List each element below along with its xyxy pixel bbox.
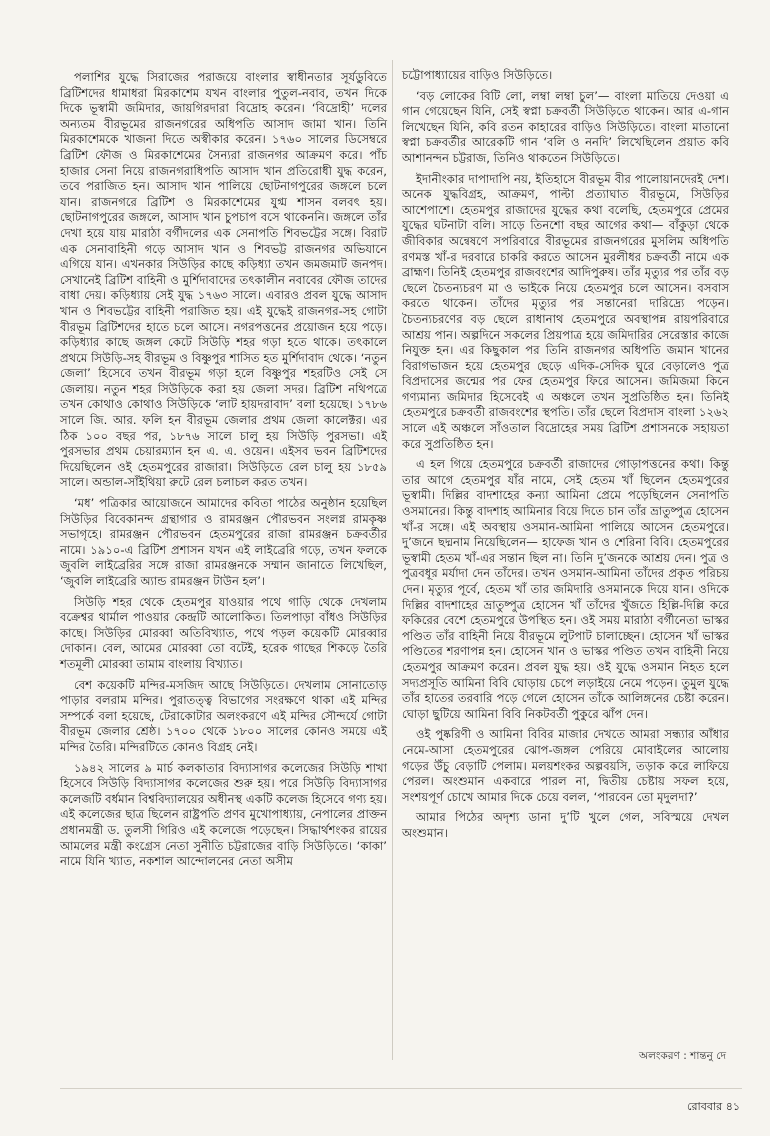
paragraph: ‘মধ’ পত্রিকার আয়োজনে আমাদের কবিতা পাঠের অনুষ্ঠান হয়েছিল সিউড়ির বিবেকানন্দ গ্রন্থাগার ও রামরঞ্জন পৌরভবন সংলগ্ন রামকৃষ্ণ সভাগৃহে। রামরঞ্জন পৌরভবন হেতমপুরের রাজা রামরঞ্জন চক্রবর্তীর নামে। ১৯১০-এ ব্রিটিশ প্রশাসন যখন এই লাইব্রেরি গড়ে, তখন ফলকে জুবলি লাইব্রেরির সঙ্গে রাজা রামরঞ্জনকে সম্মান জানাতে লিখেছিল, ‘জুবলি লাইব্রেরি অ্যান্ড রামরঞ্জন টাউন হল’।: [60, 496, 387, 588]
paragraph: ওই পুষ্করিণী ও আমিনা বিবির মাজার দেখতে আমরা সন্ধ্যার আঁধার নেমে-আসা হেতমপুরের ঝোপ-জঙ্গল পেরিয়ে মোবাইলের আলোয় গড়ের উঁচু বেড়াটি পেলাম। মলয়শংকর অল্পবয়সি, তড়াক করে লাফিয়ে পেরল। অংশুমান একবারে পারল না, দ্বিতীয় চেষ্টায় সফল হয়ে, সংশয়পূর্ণ চোখে আমার দিকে চেয়ে বলল, ‘পারবেন তো মৃদুলদা?’: [402, 727, 729, 804]
paragraph: পলাশির যুদ্ধে সিরাজের পরাজয়ে বাংলার স্বাধীনতার সূর্যডুবিতে ব্রিটিশদের ধামাধরা মিরকাশেম যখন বাংলার পুতুল-নবাব, তখন দিকে দিকে ভূস্বামী জমিদার, জায়গিরদারা বিদ্রোহ করেন। ‘বিদ্রোহী’ দলের অন্যতম বীরভূমের রাজনগরের অধিপতি আসাদ জামা খান। তিনি মিরকাশেমকে খাজনা দিতে অস্বীকার করেন। ১৭৬০ সালের ডিসেম্বরে ব্রিটিশ ফৌজ ও মিরকাশেমের সৈন্যরা রাজনগর আক্রমণ করে। পাঁচ হাজার সেনা নিয়ে রাজনগরাধিপতি আসাদ খান প্রতিরোধী যুদ্ধ করেন, তবে পরাজিত হন। আসাদ খান পালিয়ে ছোটনাগপুরের জঙ্গলে চলে যান। রাজনগরে ব্রিটিশ ও মিরকাশেমের যুগ্ম শাসন বলবৎ হয়। ছোটনাগপুরের জঙ্গলে, আসাদ খান চুপচাপ বসে থাকেননি। জঙ্গলে তাঁর দেখা হয়ে যায় মারাঠা বর্গীদলের এক সেনাপতি শিবভট্টের সঙ্গে। বিরাট এক সেনাবাহিনী গড়ে আসাদ খান ও শিবভট্ট রাজনগর অভিযানে এগিয়ে যান। এখনকার সিউড়ির কাছে কড়িধ্যা তখন জমজমাট জনপদ। সেখানেই ব্রিটিশ বাহিনী ও মুর্শিদাবাদের তৎকালীন নবাবের ফৌজ তাদের বাধা দেয়। কড়িধ্যায় সেই যুদ্ধ ১৭৬৩ সালে। এবারও প্রবল যুদ্ধে আসাদ খান ও শিবভট্টের বাহিনী পরাজিত হয়। এই যুদ্ধেই রাজনগর-সহ গোটা বীরভূম ব্রিটিশদের হাতে চলে আসে। নগরপত্তনের প্রয়োজন হয়ে পড়ে। কড়িধ্যার কাছে জঙ্গল কেটে সিউড়ি শহর গড়া হতে থাকে। তৎকালে প্রথমে সিউড়ি-সহ বীরভূম ও বিষ্ণুপুর শাসিত হত মুর্শিদাবাদ থেকে। ‘নতুন জেলা’ হিসেবে তখন বীরভূম গড়া হলে বিষ্ণুপুর শহরটিও সেই সে জেলায়। নতুন শহর সিউড়িকে করা হয় জেলা সদর। ব্রিটিশ নথিপত্রে তখন কোথাও কোথাও সিউড়িকে ‘লাট হায়দরাবাদ’ বলা হয়েছে। ১৭৮৬ সালে জি. আর. ফলি হন বীরভূম জেলার প্রথম জেলা কালেক্টর। এর ঠিক ১০০ বছর পর, ১৮৭৬ সালে চালু হয় সিউড়ি পুরসভা। এই পুরসভার প্রথম চেয়ারম্যান হন এ. এ. ওয়েন। এইসব ভবন ব্রিটিশদের দিয়েছিলেন ওই হেতমপুরের রাজারা। সিউড়িতে রেল চালু হয় ১৮৫৯ সালে। অন্ডাল-সাঁইথিয়া রুটে রেল চলাচল করত তখন।: [60, 70, 387, 490]
paragraph: চট্টোপাধ্যায়ের বাড়িও সিউড়িতে।: [402, 68, 553, 82]
paragraph: ‘বড় লোকের বিটি লো, লম্বা লম্বা চুল’— বাংলা মাতিয়ে দেওয়া এ গান গেয়েছেন যিনি, সেই স্বপ্না চক্রবর্তী সিউড়িতে থাকেন। আর এ-গান লিখেছেন যিনি, কবি রতন কাহারের বাড়িও সিউড়িতে। বাংলা মাতানো স্বপ্না চক্রবর্তীর আরেকটি গান ‘বলি ও ননদি’ লিখেছিলেন প্রয়াত কবি আশানন্দন চট্টরাজ, তিনিও থাকতেন সিউড়িতে।: [402, 88, 730, 165]
column-divider: [392, 60, 393, 1060]
article-left-column: [60, 70, 387, 875]
footer-divider: [60, 1088, 742, 1089]
paragraph: এ হল গিয়ে হেতমপুরে চক্রবর্তী রাজাদের গোড়াপত্তনের কথা। কিন্তু তার আগে হেতমপুর যাঁর নামে, সেই হেতম খাঁ ছিলেন হেতমপুরের ভূস্বামী। দিল্লির বাদশাহের কন্যা আমিনা প্রেমে পড়েছিলেন সেনাপতি ওসমানের। কিন্তু বাদশাহ আমিনার বিয়ে দিতে চান তাঁর ভ্রাতুষ্পুত্র হোসেন খাঁ-র সঙ্গে। এই অবস্থায় ওসমান-আমিনা পালিয়ে আসেন হেতমপুরে। দু’জনে ছদ্মনাম নিয়েছিলেন— হাফেজ খান ও শেরিনা বিবি। হেতমপুরের ভূস্বামী হেতম খাঁ-এর সন্তান ছিল না। তিনি দু’জনকে আশ্রয় দেন। পুত্র ও পুত্রবধূর মর্যাদা দেন তাঁদের। তখন ওসমান-আমিনা তাঁদের প্রকৃত পরিচয় দেন। মৃত্যুর পূর্বে, হেতম খাঁ তার জমিদারি ওসমানকে দিয়ে যান। ওদিকে দিল্লির বাদশাহের ভ্রাতুষ্পুত্র হোসেন খাঁ তাঁদের খুঁজতে হিল্লি-দিল্লি করে ফকিরের বেশে হেতমপুরে উপস্থিত হন। ওই সময় মারাঠা বর্গীনেতা ভাস্কর পণ্ডিত তাঁর বাহিনী নিয়ে বীরভূমে লুটপাট চালাচ্ছেন। হোসেন খাঁ ভাস্কর পণ্ডিতের শরণাপন্ন হন। হোসেন খান ও ভাস্কর পণ্ডিত তখন বাহিনী নিয়ে হেতমপুর আক্রমণ করেন। প্রবল যুদ্ধ হয়। ওই যুদ্ধে ওসমান নিহত হলে সদ্যপ্রসূতি আমিনা বিবি ঘোড়ায় চেপে লড়াইয়ে নেমে পড়েন। তুমুল যুদ্ধে তাঁর হাতের তরবারি পড়ে গেলে হোসেন তাঁকে আলিঙ্গনের চেষ্টা করেন। ঘোড়া ছুটিয়ে আমিনা বিবি নিকটবর্তী পুকুরে ঝাঁপ দেন।: [402, 457, 729, 721]
article-right-column: [402, 68, 729, 847]
illustration-credit: অলংকরণ : শান্তনু দে: [639, 1050, 726, 1062]
paragraph: ইদানীংকার দাপাদাপি নয়, ইতিহাসে বীরভূম বীর পালোয়ানদেরই দেশ। অনেক যুদ্ধবিগ্রহ, আক্রমণ, পাল্টা প্রত্যাঘাত বীরভূমে, সিউড়ির আশেপাশে। হেতমপুর রাজাদের যুদ্ধের কথা বলেছি, হেতমপুরে প্রেমের যুদ্ধের ঘটনাটা বলি। সাড়ে তিনশো বছর আগের কথা— বাঁকুড়া থেকে জীবিকার অন্বেষণে সপরিবারে বীরভূমের রাজনগরের মুসলিম অধিপতি রণমস্ত খাঁ-র দরবারে চাকরি করতে আসেন মুরলীধর চক্রবর্তী নামে এক ব্রাহ্মণ। তিনিই হেতমপুর রাজবংশের আদিপুরুষ। তাঁর মৃত্যুর পর তাঁর বড় ছেলে চৈতন্যচরণ মা ও ভাইকে নিয়ে হেতমপুর চলে আসেন। বসবাস করতে থাকেন। তাঁদের মৃত্যুর পর সন্তানেরা দারিদ্র্যে পড়েন। চৈতন্যচরণের বড় ছেলে রাধানাথ হেতমপুরে অবস্থাপন্ন রায়পরিবারে আশ্রয় পান। অল্পদিনে সকলের প্রিয়পাত্র হয়ে জমিদারির সেরেস্তার কাজে নিযুক্ত হন। এর কিছুকাল পর তিনি রাজনগর অধিপতি জমান খানের বিরাগভাজন হয়ে হেতমপুর ছেড়ে এদিক-সেদিক ঘুরে বেড়ালেও পুত্র বিপ্রদাসের জন্মের পর ফের হেতমপুর ফিরে আসেন। জমিজমা কিনে গণ্যমান্য জমিদার হিসেবেই এ অঞ্চলে তখন সুপ্রতিষ্ঠিত হন। তিনিই হেতমপুরে চক্রবর্তী রাজবংশের স্থপতি। তাঁর ছেলে বিপ্রদাস বাংলা ১২৬২ সালে এই অঞ্চলে সাঁওতাল বিদ্রোহের সময় ব্রিটিশ প্রশাসনকে সহায়তা করে সুপ্রতিষ্ঠিত হন।: [402, 171, 729, 451]
paragraph: আমার পিঠের অদৃশ্য ডানা দু’টি খুলে গেল, সবিস্ময়ে দেখল অংশুমান।: [402, 810, 729, 840]
paragraph: সিউড়ি শহর থেকে হেতমপুর যাওয়ার পথে গাড়ি থেকে দেখলাম বক্রেশ্বর থার্মাল পাওয়ার কেন্দ্রটি আলোকিত। তিলপাড়া বাঁধও সিউড়ির কাছে। সিউড়ির মোরব্বা অতিবিখ্যাত, পথে পড়ল কয়েকটি মোরব্বার দোকান। বেল, আমের মোরব্বা তো বটেই, হরেক গাছের শিকড়ে তৈরি শতমূলী মোরব্বা তামাম বাংলায় বিখ্যাত।: [60, 594, 387, 671]
page-footer: রোববার ৪১: [687, 1100, 740, 1113]
paragraph: ১৯৪২ সালের ৯ মার্চ কলকাতার বিদ্যাসাগর কলেজের সিউড়ি শাখা হিসেবে সিউড়ি বিদ্যাসাগর কলেজের শুরু হয়। পরে সিউড়ি বিদ্যাসাগর কলেজটি বর্ধমান বিশ্ববিদ্যালয়ের অধীনস্থ একটি কলেজ হিসেবে গণ্য হয়। এই কলেজের ছাত্র ছিলেন রাষ্ট্রপতি প্রণব মুখোপাধ্যায়, নেপালের প্রাক্তন প্রধানমন্ত্রী ড. তুলসী গিরিও এই কলেজে পড়েছেন। সিদ্ধার্থশংকর রায়ের আমলের মন্ত্রী কংগ্রেস নেতা সুনীতি চট্টরাজের বাড়ি সিউড়িতে। ‘কাকা’ নামে যিনি খ্যাত, নকশাল আন্দোলনের নেতা অসীম: [60, 760, 387, 869]
paragraph: বেশ কয়েকটি মন্দির-মসজিদ আছে সিউড়িতে। দেখলাম সোনাতোড় পাড়ার বলরাম মন্দির। পুরাতত্ত্ব বিভাগের সংরক্ষণে থাকা এই মন্দির সম্পর্কে বলা হয়েছে, টেরাকোটার অলংকরণে এই মন্দির সৌন্দর্যে গোটা বীরভূম জেলার শ্রেষ্ঠ। ১৭০০ থেকে ১৮০০ সালের কোনও সময়ে এই মন্দির তৈরি। মন্দিরটিতে কোনও বিগ্রহ নেই।: [60, 677, 387, 754]
